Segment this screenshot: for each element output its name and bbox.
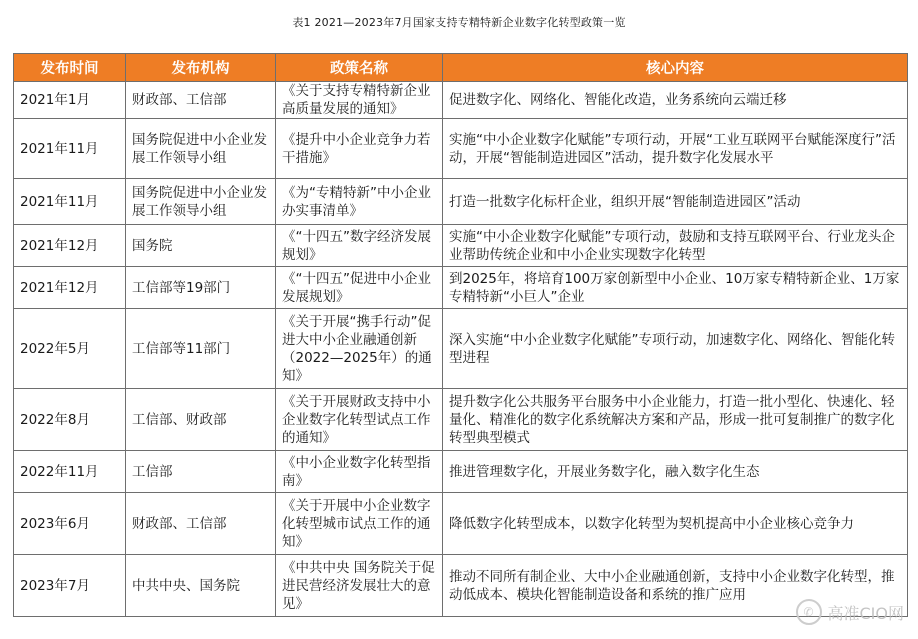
- cell-core: 促进数字化、网络化、智能化改造，业务系统向云端迁移: [443, 82, 908, 119]
- cell-core: 深入实施“中小企业数字化赋能”专项行动，加速数字化、网络化、智能化转型进程: [443, 309, 908, 389]
- cell-core: 到2025年，将培育100万家创新型中小企业、10万家专精特新企业、1万家专精特新“小巨人”企业: [443, 267, 908, 309]
- cell-name: 《为“专精特新”中小企业办实事清单》: [276, 179, 443, 225]
- cell-time: 2022年5月: [14, 309, 126, 389]
- cell-name: 《关于开展“携手行动”促进大中小企业融通创新（2022—2025年）的通知》: [276, 309, 443, 389]
- header-name: 政策名称: [276, 54, 443, 82]
- cell-org: 中共中央、国务院: [126, 555, 276, 617]
- cell-org: 工信部等11部门: [126, 309, 276, 389]
- table-row: [14, 179, 908, 225]
- table-row: [14, 451, 908, 493]
- cell-core: 推动不同所有制企业、大中小企业融通创新，支持中小企业数字化转型，推动低成本、模块化智能制造设备和系统的推广应用: [443, 555, 908, 617]
- cell-core: 提升数字化公共服务平台服务中小企业能力，打造一批小型化、快速化、轻量化、精准化的数字化系统解决方案和产品，形成一批可复制推广的数字化转型典型模式: [443, 389, 908, 451]
- cell-core: 实施“中小企业数字化赋能”专项行动，鼓励和支持互联网平台、行业龙头企业帮助传统企业和中小企业实现数字化转型: [443, 225, 908, 267]
- table-row: [14, 82, 908, 119]
- cell-name: 《“十四五”促进中小企业发展规划》: [276, 267, 443, 309]
- cell-time: 2022年8月: [14, 389, 126, 451]
- cell-org: 国务院: [126, 225, 276, 267]
- cell-org: 财政部、工信部: [126, 493, 276, 555]
- cell-core: 打造一批数字化标杆企业，组织开展“智能制造进园区”活动: [443, 179, 908, 225]
- cell-org: 国务院促进中小企业发展工作领导小组: [126, 119, 276, 179]
- header-core: 核心内容: [443, 54, 908, 82]
- cell-name: 《“十四五”数字经济发展规划》: [276, 225, 443, 267]
- table-caption: 表1 2021—2023年7月国家支持专精特新企业数字化转型政策一览: [292, 16, 626, 29]
- cell-time: 2021年12月: [14, 267, 126, 309]
- cell-time: 2021年1月: [14, 82, 126, 119]
- cell-time: 2022年11月: [14, 451, 126, 493]
- table-row: [14, 555, 908, 617]
- policy-table: [13, 53, 908, 617]
- table-row: [14, 225, 908, 267]
- table-header-row: [14, 54, 908, 82]
- table-row: [14, 309, 908, 389]
- cell-time: 2021年11月: [14, 119, 126, 179]
- cell-name: 《提升中小企业竞争力若干措施》: [276, 119, 443, 179]
- cell-org: 财政部、工信部: [126, 82, 276, 119]
- cell-core: 推进管理数字化，开展业务数字化，融入数字化生态: [443, 451, 908, 493]
- cell-time: 2023年6月: [14, 493, 126, 555]
- watermark: [796, 599, 905, 625]
- header-org: 发布机构: [126, 54, 276, 82]
- cell-time: 2023年7月: [14, 555, 126, 617]
- cell-org: 工信部等19部门: [126, 267, 276, 309]
- cell-time: 2021年11月: [14, 179, 126, 225]
- cell-name: 《中共中央 国务院关于促进民营经济发展壮大的意见》: [276, 555, 443, 617]
- cell-core: 降低数字化转型成本，以数字化转型为契机提高中小企业核心竞争力: [443, 493, 908, 555]
- cell-org: 国务院促进中小企业发展工作领导小组: [126, 179, 276, 225]
- header-time: 发布时间: [14, 54, 126, 82]
- watermark-text: 高准CIO网: [827, 603, 904, 623]
- cell-core: 实施“中小企业数字化赋能”专项行动，开展“工业互联网平台赋能深度行”活动，开展“智能制造进园区”活动，提升数字化发展水平: [443, 119, 908, 179]
- wechat-icon: ✆: [796, 599, 822, 625]
- cell-name: 《中小企业数字化转型指南》: [276, 451, 443, 493]
- cell-name: 《关于开展中小企业数字化转型城市试点工作的通知》: [276, 493, 443, 555]
- cell-org: 工信部: [126, 451, 276, 493]
- cell-time: 2021年12月: [14, 225, 126, 267]
- table-row: [14, 267, 908, 309]
- cell-name: 《关于支持专精特新企业高质量发展的通知》: [276, 82, 443, 119]
- cell-name: 《关于开展财政支持中小企业数字化转型试点工作的通知》: [276, 389, 443, 451]
- table-row: [14, 389, 908, 451]
- table-row: [14, 493, 908, 555]
- cell-org: 工信部、财政部: [126, 389, 276, 451]
- table-row: [14, 119, 908, 179]
